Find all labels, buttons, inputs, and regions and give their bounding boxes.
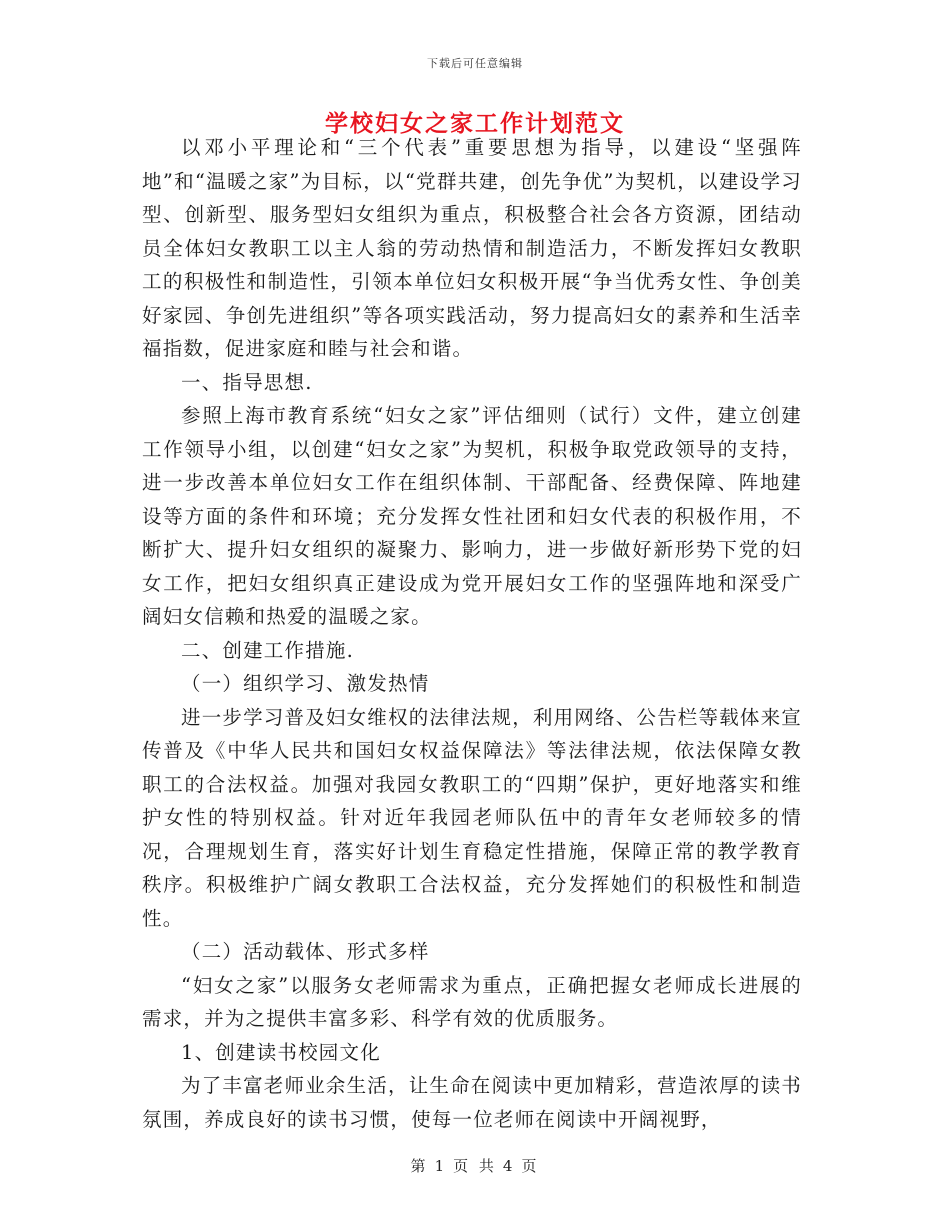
footer-prefix: 第	[410, 1157, 429, 1175]
paragraph-guiding-thought: 参照上海市教育系统“妇女之家”评估细则（试行）文件，建立创建工作领导小组，以创建“妇女之家”为契机，积极争取党政领导的支持，进一步改善本单位妇女工作在组织体制、干部配备、经费保障、阵地建设等方面的条件和环境；充分发挥女性社团和妇女代表的积极作用，不断扩大、提升妇女组织的凝聚力、影响力，进一步做好新形势下党的妇女工作，把妇女组织真正建设成为党开展妇女工作的坚强阵地和深受广阔妇女信赖和热爱的温暖之家。	[142, 404, 802, 628]
footer-page-number: 1	[434, 1157, 448, 1175]
subheading-reading-culture: 1、创建读书校园文化	[181, 1040, 381, 1064]
section-heading-measures: 二、创建工作措施.	[181, 638, 354, 662]
document-body	[142, 131, 802, 1136]
header-note: 下载后可任意编辑	[427, 57, 523, 70]
document-title: 学校妇女之家工作计划范文	[325, 110, 625, 137]
paragraph-activity-carriers: “妇女之家”以服务女老师需求为重点，正确把握女老师成长进展的需求，并为之提供丰富多彩、科学有效的优质服务。	[142, 973, 802, 1030]
footer-middle: 页 共	[453, 1157, 497, 1175]
subheading-activity-carriers: （二）活动载体、形式多样	[181, 940, 430, 963]
footer-suffix: 页	[521, 1157, 540, 1175]
page-footer	[0, 1155, 950, 1176]
section-heading-guiding-thought: 一、指导思想.	[181, 370, 313, 394]
footer-total-pages: 4	[502, 1157, 516, 1175]
paragraph-reading-culture: 为了丰富老师业余生活，让生命在阅读中更加精彩，营造浓厚的读书氛围，养成良好的读书习惯，使每一位老师在阅读中开阔视野，	[142, 1074, 803, 1131]
subheading-organize-study: （一）组织学习、激发热情	[181, 672, 430, 695]
paragraph-organize-study: 进一步学习普及妇女维权的法律法规，利用网络、公告栏等载体来宣传普及《中华人民共和国妇女权益保障法》等法律法规，依法保障女教职工的合法权益。加强对我园女教职工的“四期”保护，更好地落实和维护女性的特别权益。针对近年我园老师队伍中的青年女老师较多的情况，合理规划生育，落实好计划生育稳定性措施，保障正常的教学教育秩序。积极维护广阔女教职工合法权益，充分发挥她们的积极性和制造性。	[142, 705, 803, 930]
paragraph-intro: 以邓小平理论和“三个代表”重要思想为指导，以建设“坚强阵地”和“温暖之家”为目标，以“党群共建，创先争优”为契机，以建设学习型、创新型、服务型妇女组织为重点，积极整合社会各方资源，团结动员全体妇女教职工以主人翁的劳动热情和制造活力，不断发挥妇女教职工的积极性和制造性，引领本单位妇女积极开展“争当优秀女性、争创美好家园、争创先进组织”等各项实践活动，努力提高妇女的素养和生活幸福指数，促进家庭和睦与社会和谐。	[142, 136, 802, 360]
